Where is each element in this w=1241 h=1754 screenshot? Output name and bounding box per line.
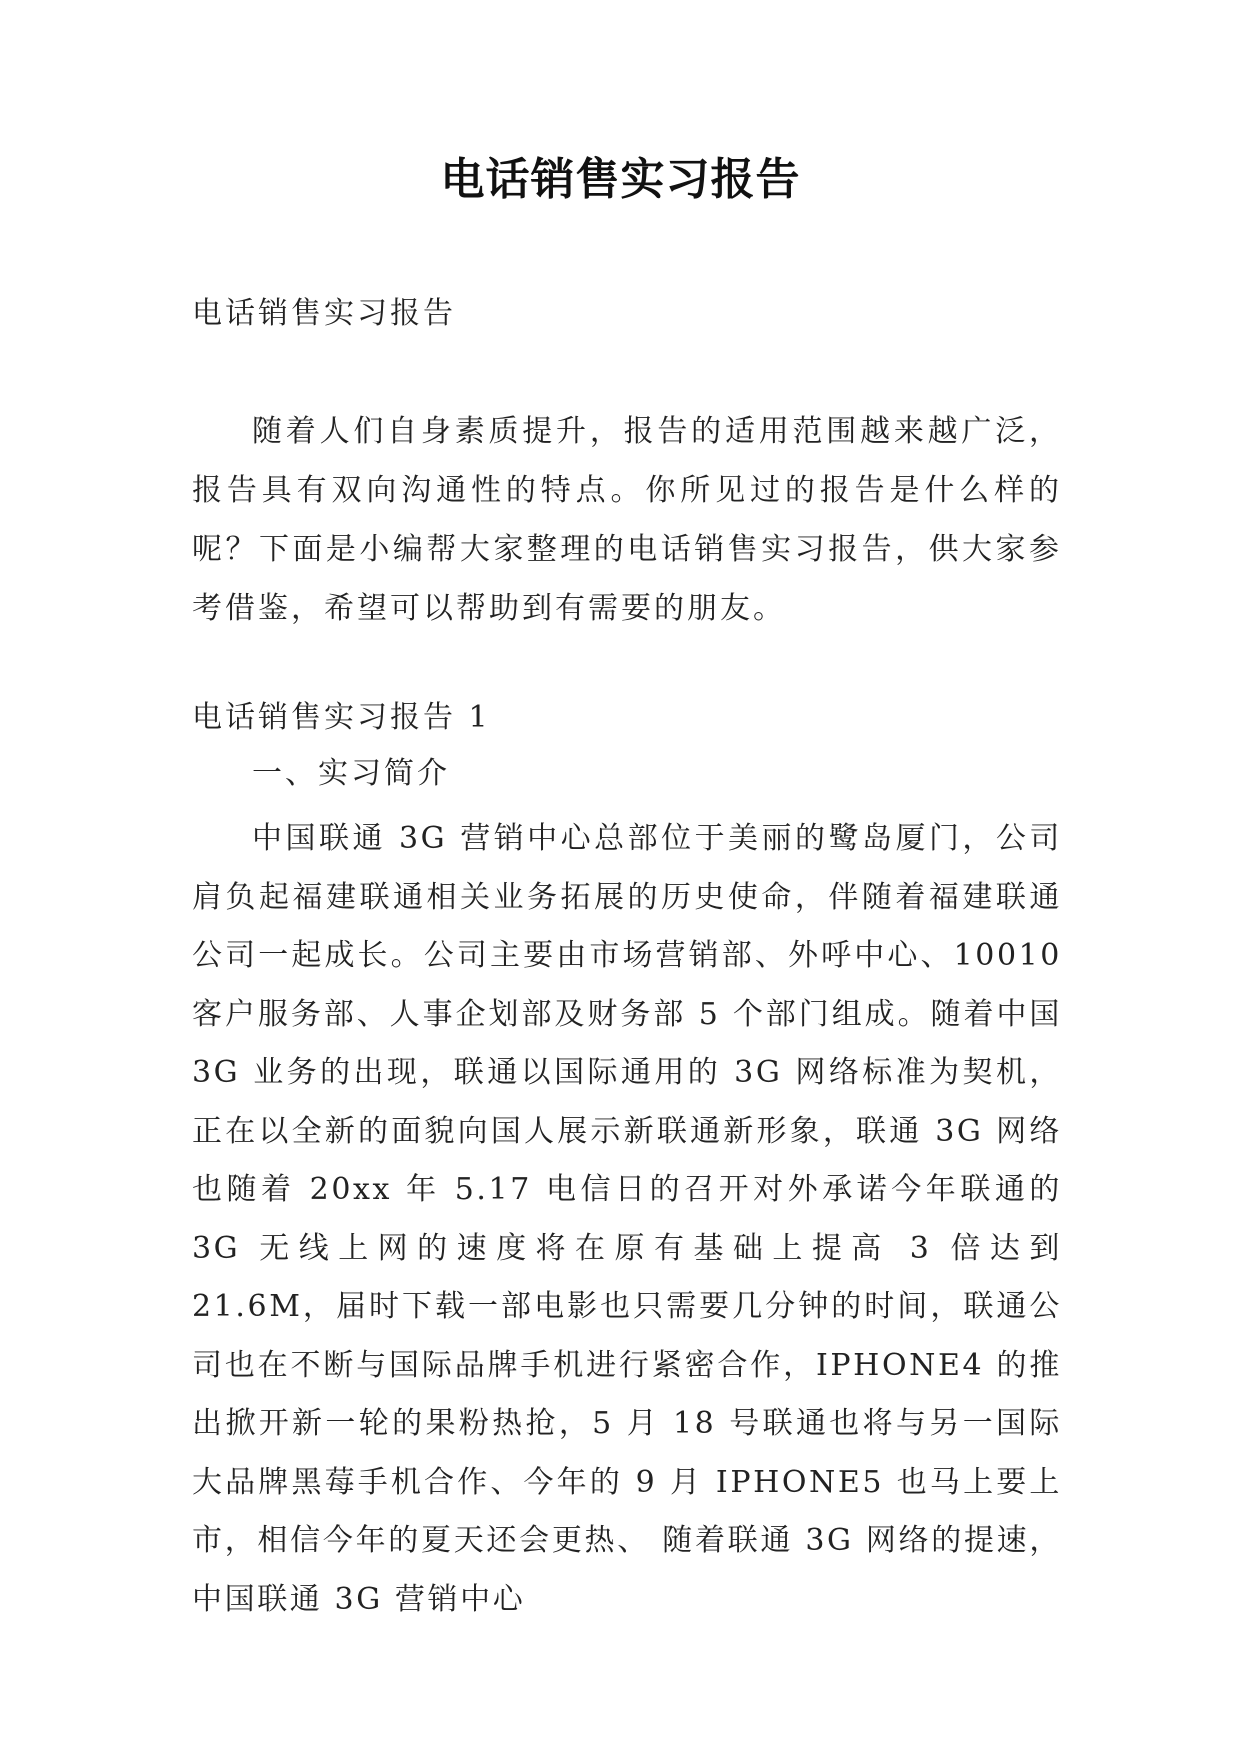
- document-subtitle: 电话销售实习报告: [192, 296, 456, 331]
- body-paragraph: 中国联通 3G 营销中心总部位于美丽的鹭岛厦门，公司肩负起福建联通相关业务拓展的历史使命，伴随着福建联通公司一起成长。公司主要由市场营销部、外呼中心、10010 客户服务部、人事企划部及财务部 5 个部门组成。随着中国 3G 业务的出现，联通以国际通用的 3G 网络标准为契机，正在以全新的面貌向国人展示新联通新形象，联通 3G 网络也随着 20xx 年 5.17 电信日的召开对外承诺今年联通的 3G 无线上网的速度将在原有基础上提高 3 倍达到 21.6M，届时下载一部电影也只需要几分钟的时间，联通公司也在不断与国际品牌手机进行紧密合作，IPHONE4 的推出掀开新一轮的果粉热抢，5 月 18 号联通也将与另一国际大品牌黑莓手机合作、今年的 9 月 IPHONE5 也马上要上市，相信今年的夏天还会更热、 随着联通 3G 网络的提速，中国联通 3G 营销中心: [192, 821, 1062, 1617]
- intro-paragraph: 随着人们自身素质提升，报告的适用范围越来越广泛，报告具有双向沟通性的特点。你所见过的报告是什么样的呢？下面是小编帮大家整理的电话销售实习报告，供大家参考借鉴，希望可以帮助到有需要的朋友。: [192, 414, 1062, 626]
- subsection-heading: 一、实习简介: [252, 756, 450, 791]
- section-heading: 电话销售实习报告 1: [192, 700, 491, 735]
- document-title: 电话销售实习报告: [440, 154, 801, 205]
